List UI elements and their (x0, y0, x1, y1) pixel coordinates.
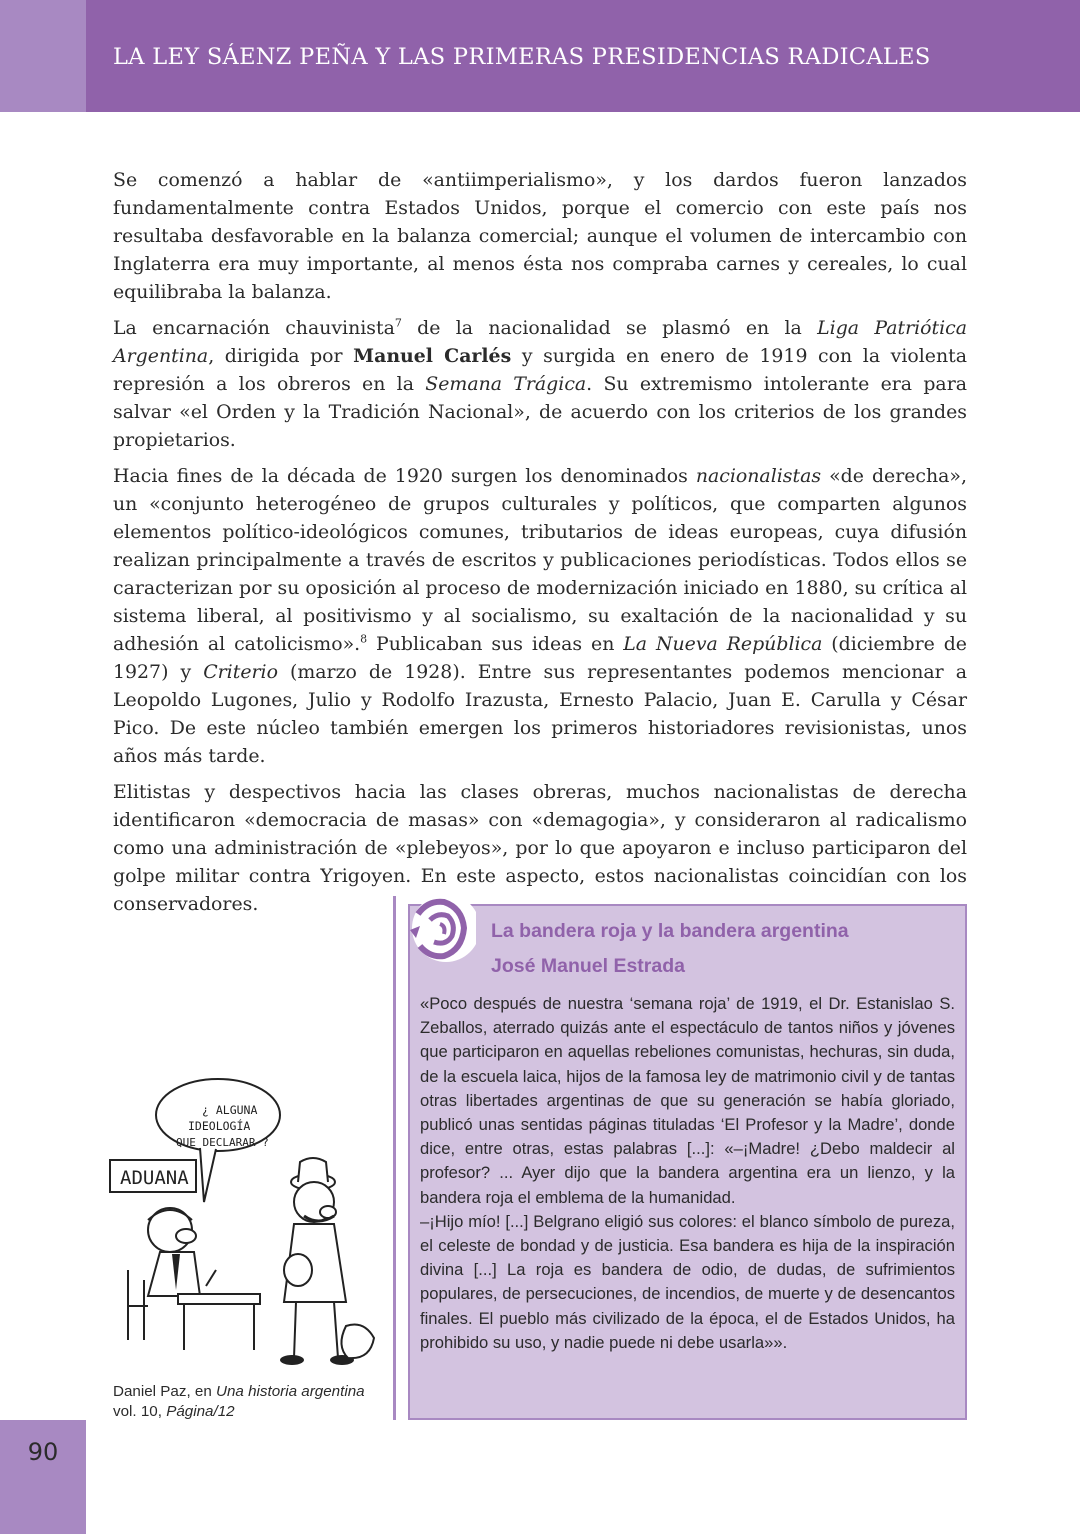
criterio: Criterio (203, 661, 278, 683)
box-divider (393, 896, 396, 1420)
quote-text (420, 992, 955, 1355)
footnote-ref-8[interactable]: 8 (360, 632, 368, 646)
semana-tragica: Semana Trágica (425, 373, 587, 395)
p2-text-d: y surgida en enero de 1919 con la violenta represión a los obreros en la (113, 345, 967, 395)
nacionalistas-term: nacionalistas (695, 465, 822, 487)
p2-text-c: , dirigida por (208, 345, 354, 367)
p3-text-b: «de derecha», un «conjunto heterogéneo de grupos culturales y políticos, que comparten algunos elementos político-ideológicos comunes, tributarios de ideas europeas, cuya difusión realizan principalmente a través de escritos y publicaciones periodísticas. Todos ellos se caracterizan por su oposición al proceso de modernización iniciado en 1880, su crítica al sistema liberal, al positivismo y al socialismo, su exaltación de la nacionalidad y su adhesión al catolicismo». (113, 465, 967, 655)
p2-text-a: La encarnación chauvinista (113, 317, 395, 339)
liga-patriotica: Liga Patriótica Argentina (113, 317, 967, 367)
p3-text-d: (diciembre de 1927) y (113, 633, 967, 683)
header-tab (0, 0, 86, 112)
paragraph-3 (113, 462, 967, 770)
caption-author: Daniel Paz, en (113, 1383, 216, 1400)
p2-text-e: . Su extremismo intolerante era para salvar «el Orden y la Tradición Nacional», de acuerdo con los criterios de los grandes propietarios. (113, 373, 967, 451)
paragraph-2 (113, 314, 967, 454)
bubble-line-1: ¿ ALGUNA (202, 1103, 258, 1117)
voice-icon (404, 890, 476, 970)
body-text (113, 166, 967, 926)
caption-volume: vol. 10, (113, 1403, 167, 1420)
cartoon-caption (113, 1382, 393, 1422)
caption-work: Una historia argentina (216, 1383, 365, 1400)
quote-paragraph-2: –¡Hijo mío! [...] Belgrano eligió sus colores: el blanco símbolo de pureza, el celeste de bondad y de justicia. Esa bandera es hija de la inspiración divina [...] La roja es bandera de odio, de dudas, de sufrimientos populares, de persecuciones, de incendios, de muerte y de desencantos finales. El pueblo más civilizado de la época, el de Estados Unidos, ha prohibido su uso, y nadie puede ni debe usarla»». (420, 1211, 955, 1352)
paragraph-1: Se comenzó a hablar de «antiimperialismo», y los dardos fueron lanzados fundamentalmente contra Estados Unidos, porque el comercio con este país nos resultaba desfavorable en la balanza comercial; aunque el volumen de intercambio con Inglaterra era muy importante, al menos ésta nos compraba carnes y cereales, lo cual equilibraba la balanza. (113, 169, 967, 303)
aduana-sign: ADUANA (120, 1167, 189, 1189)
caption-publication: Página/12 (166, 1403, 235, 1420)
page-number: 90 (27, 1438, 59, 1466)
paragraph-4: Elitistas y despectivos hacia las clases obreras, muchos nacionalistas de derecha identificaron «democracia de masas» con «demagogia», y consideraron al radicalismo como una administración de «plebeyos», por lo que apoyaron e incluso participaron del golpe militar contra Yrigoyen. En este aspecto, estos nacionalistas coincidían con los conservadores. (113, 781, 967, 915)
manuel-carles: Manuel Carlés (353, 345, 512, 367)
quote-paragraph-1: «Poco después de nuestra ‘semana roja’ de 1919, el Dr. Estanislao S. Zeballos, aterrado quizás ante el espectáculo de tantos niños y jóvenes que participaron en aquellas rebeliones comunistas, hechuras, sin duda, de la escuela laica, hijos de la famosa ley de matrimonio civil y de tantas otras libertades argentinas de que su generación se había gloriado, publicó unas sentidas páginas tituladas ‘El Profesor y la Madre’, donde dice, entre otras, estas palabras [...]: «–¡Madre! ¿Debo maldecir al profesor? ... Ayer dijo que la bandera argentina era un lienzo, y la bandera roja el emblema de la humanidad. (420, 994, 955, 1207)
bubble-line-2: IDEOLOGÍA (188, 1119, 251, 1133)
p2-text-b: de la nacionalidad se plasmó en la (401, 317, 818, 339)
cartoon-illustration (108, 1070, 383, 1370)
p3-text-c: Publicaban sus ideas en (367, 633, 624, 655)
footnote-ref-7[interactable]: 7 (394, 316, 402, 330)
chapter-title: LA LEY SÁENZ PEÑA Y LAS PRIMERAS PRESIDENCIAS RADICALES (113, 44, 931, 70)
quote-box-author: José Manuel Estrada (491, 955, 685, 977)
cartoon-drawing (108, 1070, 383, 1370)
quote-box-title: La bandera roja y la bandera argentina (491, 920, 849, 942)
bubble-line-3: QUE DECLARAR ? (176, 1136, 269, 1149)
la-nueva-republica: La Nueva República (623, 633, 823, 655)
p3-text-e: (marzo de 1928). Entre sus representantes podemos mencionar a Leopoldo Lugones, Julio y Rodolfo Irazusta, Ernesto Palacio, Juan E. Carulla y César Pico. De este núcleo también emergen los primeros historiadores revisionistas, unos años más tarde. (113, 661, 967, 767)
p3-text-a: Hacia fines de la década de 1920 surgen los denominados (113, 465, 696, 487)
